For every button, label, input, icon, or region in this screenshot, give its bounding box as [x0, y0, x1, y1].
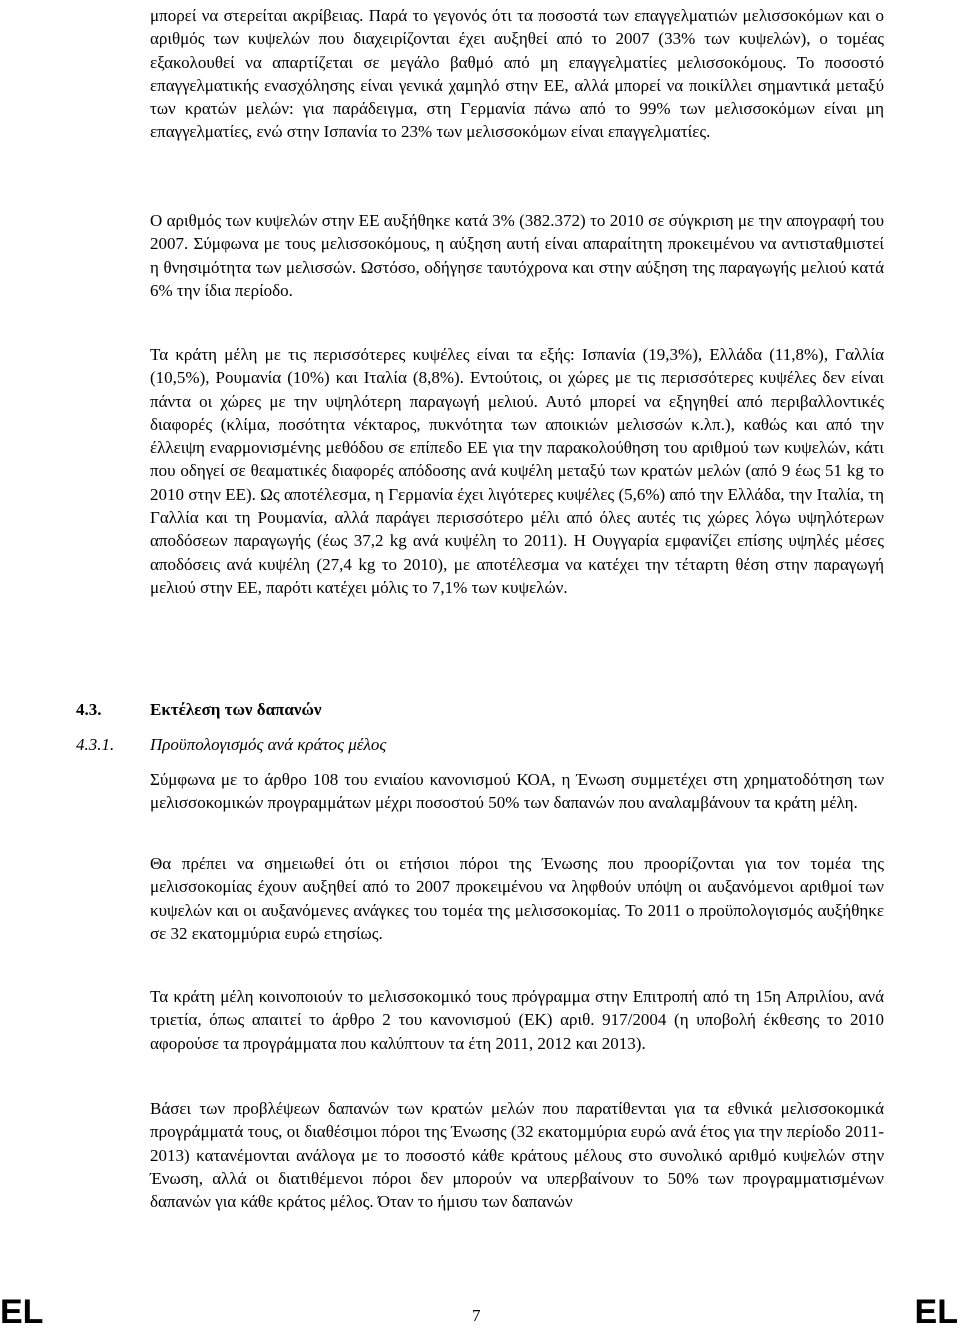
body-paragraph-1: μπορεί να στερείται ακρίβειας. Παρά το γεγονός ότι τα ποσοστά των επαγγελματιών μελισσοκόμων και ο αριθμός των κυψελών που διαχειρίζονται έχει αυξηθεί από το 2007 (33% των κυψελών), ο τομέας εξακολουθεί να απαρτίζεται σε μεγάλο βαθμό από μη επαγγελματίες μελισσοκόμους. Το ποσοστό επαγγελματικής ενασχόλησης είναι γενικά χαμηλό στην ΕΕ, αλλά μπορεί να ποικίλλει σημαντικά μεταξύ των κρατών μελών: για παράδειγμα, στη Γερμανία πάνω από το 99% των μελισσοκόμων είναι μη επαγγελματίες, ενώ στην Ισπανία το 23% των μελισσοκόμων είναι επαγγελματίες. — [150, 6, 884, 142]
subsection-paragraph-1: Σύμφωνα με το άρθρο 108 του ενιαίου κανονισμού ΚΟΑ, η Ένωση συμμετέχει στη χρηματοδότηση των μελισσοκομικών προγραμμάτων μέχρι ποσοστού 50% των δαπανών που αναλαμβάνουν τα κράτη μέλη. — [150, 770, 884, 813]
page-number: 7 — [472, 1306, 481, 1325]
subsection-number: 4.3.1. — [76, 735, 115, 754]
subsection-title: Προϋπολογισμός ανά κράτος μέλος — [150, 735, 387, 754]
body-paragraph-2: Ο αριθμός των κυψελών στην ΕΕ αυξήθηκε κατά 3% (382.372) το 2010 σε σύγκριση με την απογραφή του 2007. Σύμφωνα με τους μελισσοκόμους, η αύξηση αυτή είναι απαραίτητη προκειμένου να αντισταθμιστεί η θνησιμότητα των μελισσών. Ωστόσο, οδήγησε ταυτόχρονα και στην αύξηση της παραγωγής μελιού κατά 6% την ίδια περίοδο. — [150, 211, 884, 300]
footer-language-left: EL — [0, 1293, 44, 1331]
page-footer — [0, 1294, 960, 1330]
subsection-paragraph-3: Τα κράτη μέλη κοινοποιούν το μελισσοκομικό τους πρόγραμμα στην Επιτροπή από τη 15η Απριλίου, ανά τριετία, όπως απαιτεί το άρθρο 2 του κανονισμού (ΕΚ) αριθ. 917/2004 (η υποβολή έκθεσης το 2010 αφορούσε τα προγράμματα που καλύπτουν τα έτη 2011, 2012 και 2013). — [150, 987, 884, 1053]
footer-language-right: EL — [914, 1293, 958, 1331]
body-paragraph-3: Τα κράτη μέλη με τις περισσότερες κυψέλες είναι τα εξής: Ισπανία (19,3%), Ελλάδα (11,8%), Γαλλία (10,5%), Ρουμανία (10%) και Ιταλία (8,8%). Εντούτοις, οι χώρες με τις περισσότερες κυψέλες δεν είναι πάντα οι χώρες με την υψηλότερη παραγωγή μελιού. Αυτό μπορεί να εξηγηθεί από περιβαλλοντικές διαφορές (κλίμα, ποσότητα νέκταρος, πυκνότητα των αποικιών μελισσών κ.λπ.), καθώς και από την έλλειψη εναρμονισμένης μεθόδου σε επίπεδο ΕΕ για την παρακολούθηση του αριθμού των κυψελών, κάτι που οδηγεί σε θεαματικές διαφορές απόδοσης ανά κυψέλη μεταξύ των κρατών μελών (από 9 έως 51 kg το 2010 στην ΕΕ). Ως αποτέλεσμα, η Γερμανία έχει λιγότερες κυψέλες (5,6%) από την Ελλάδα, την Ιταλία, τη Γαλλία και τη Ρουμανία, αλλά παράγει περισσότερο μέλι από όλες αυτές τις χώρες λόγω υψηλότερων αποδόσεων παραγωγής (έως 37,2 kg ανά κυψέλη το 2011). Η Ουγγαρία εμφανίζει επίσης υψηλές μέσες αποδόσεις ανά κυψέλη (27,4 kg το 2010), με αποτέλεσμα να κατέχει την τέταρτη θέση στην παραγωγή μελιού στην ΕΕ, παρότι κατέχει μόλις το 7,1% των κυψελών. — [150, 345, 884, 597]
subsection-paragraph-2: Θα πρέπει να σημειωθεί ότι οι ετήσιοι πόροι της Ένωσης που προορίζονται για τον τομέα της μελισσοκομίας έχουν αυξηθεί από το 2007 προκειμένου να ληφθούν υπόψη οι αυξανόμενοι αριθμοί των κυψελών και οι αυξανόμενες ανάγκες του τομέα της μελισσοκομίας. Το 2011 ο προϋπολογισμός αυξήθηκε σε 32 εκατομμύρια ευρώ ετησίως. — [150, 854, 884, 943]
section-number: 4.3. — [76, 700, 102, 719]
subsection-paragraph-4: Βάσει των προβλέψεων δαπανών των κρατών μελών που παρατίθενται για τα εθνικά μελισσοκομικά προγράμματά τους, οι διαθέσιμοι πόροι της Ένωσης (32 εκατομμύρια ευρώ ανά έτος για την περίοδο 2011-2013) κατανέμονται ανάλογα με το ποσοστό κάθε κράτους μέλους στο συνολικό αριθμό κυψελών στην Ένωση, αλλά οι διατιθέμενοι πόροι δεν μπορούν να υπερβαίνουν το 50% των προγραμματισμένων δαπανών για κάθε κράτος μέλος. Όταν το ήμισυ των δαπανών — [150, 1099, 884, 1212]
subsection-heading — [76, 733, 884, 756]
section-heading — [76, 698, 884, 721]
section-title: Εκτέλεση των δαπανών — [150, 700, 322, 719]
